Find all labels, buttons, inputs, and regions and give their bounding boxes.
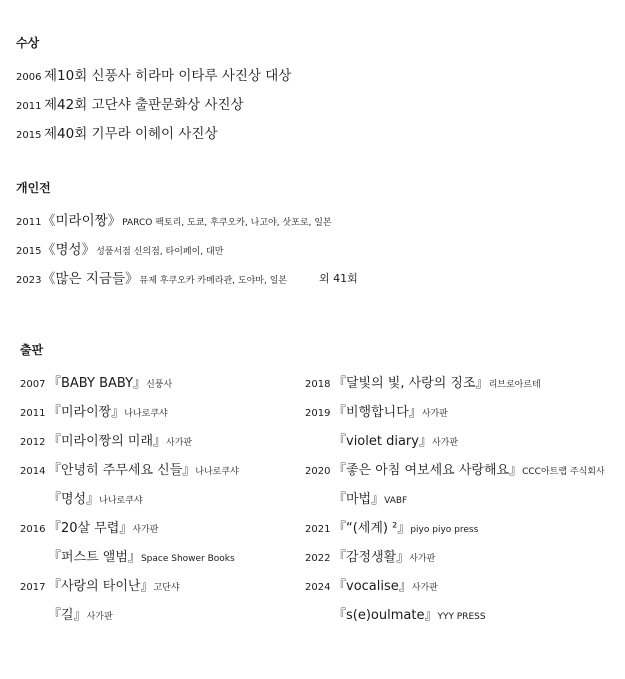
awards-heading: 수상 <box>16 36 40 50</box>
exhibition-item <box>16 267 287 287</box>
publication-publisher: 사가판 <box>421 409 448 419</box>
exhibition-venue: PARCO 팩토리, 도쿄, 후쿠오카, 나고야, 삿포로, 일본 <box>122 218 332 228</box>
exhibition-title: 《미라이짱》 <box>42 213 122 229</box>
publication-item <box>305 459 605 478</box>
publication-publisher: piyo piyo press <box>410 525 479 535</box>
publication-year: 2016 <box>20 524 46 535</box>
award-year: 2006 <box>16 72 42 83</box>
publication-year: 2024 <box>305 582 331 593</box>
publication-title: 『달빛의 빛, 사랑의 징조』 <box>333 376 489 391</box>
publication-publisher: 사가판 <box>86 612 113 622</box>
publication-title: 『좋은 아침 여보세요 사랑해요』 <box>333 463 523 478</box>
publication-year: 2022 <box>305 553 331 564</box>
publication-publisher: YYY PRESS <box>437 612 486 622</box>
publication-publisher: 신풍사 <box>146 380 173 390</box>
publication-year: 2020 <box>305 466 331 477</box>
exhibition-year: 2023 <box>16 275 42 286</box>
publication-publisher: 나나로쿠샤 <box>195 467 239 477</box>
publication-publisher: CCC아트랩 주식회사 <box>522 467 605 477</box>
publication-title: 『명성』 <box>48 492 100 507</box>
publication-publisher: 리브로아르테 <box>488 380 541 390</box>
publication-item <box>305 488 407 507</box>
publication-year: 2014 <box>20 466 46 477</box>
award-item <box>16 64 291 84</box>
publication-item <box>20 517 158 536</box>
award-year: 2015 <box>16 130 42 141</box>
exhibition-year: 2015 <box>16 246 42 257</box>
exhibition-venue: 뮤제 후쿠오카 카메라관, 도야마, 일본 <box>139 276 288 286</box>
publication-item <box>305 546 435 565</box>
publication-title: 『미라이짱의 미래』 <box>48 434 167 449</box>
publication-title: 『비행합니다』 <box>333 405 422 420</box>
publication-item <box>20 430 192 449</box>
publication-item <box>20 604 113 623</box>
publication-item <box>305 575 438 594</box>
publication-item <box>305 430 458 449</box>
publication-item <box>305 517 478 536</box>
publication-year: 2019 <box>305 408 331 419</box>
exhibition-item <box>16 238 223 258</box>
publication-year: 2018 <box>305 379 331 390</box>
publication-item <box>20 459 239 478</box>
publication-title: 『“(세계) ²』 <box>333 521 411 536</box>
publications-heading: 출판 <box>20 343 44 357</box>
award-text: 제40회 기무라 이헤이 사진상 <box>44 126 218 142</box>
publication-item <box>20 488 143 507</box>
publication-publisher: 사가판 <box>411 583 438 593</box>
publication-item <box>305 604 486 623</box>
exhibition-count: 외 41회 <box>319 272 358 285</box>
publication-title: 『길』 <box>48 608 87 623</box>
publication-publisher: 사가판 <box>132 525 159 535</box>
publication-title: 『s(e)oulmate』 <box>333 608 438 623</box>
publication-title: 『20살 무렵』 <box>48 521 133 536</box>
award-text: 제10회 신풍사 히라마 이타루 사진상 대상 <box>44 68 292 84</box>
publication-title: 『사랑의 타이난』 <box>48 579 154 594</box>
publication-item <box>20 401 168 420</box>
publication-title: 『vocalise』 <box>333 579 412 594</box>
exhibition-year: 2011 <box>16 217 42 228</box>
publication-year: 2007 <box>20 379 46 390</box>
award-text: 제42회 고단샤 출판문화상 사진상 <box>44 97 244 113</box>
publication-item <box>305 372 541 391</box>
exhibition-title: 《명성》 <box>42 242 96 258</box>
publication-title: 『퍼스트 앨범』 <box>48 550 141 565</box>
publication-title: 『마법』 <box>333 492 385 507</box>
award-year: 2011 <box>16 101 42 112</box>
publication-publisher: 고단샤 <box>153 583 180 593</box>
exhibition-item <box>16 209 332 229</box>
publication-title: 『감정생활』 <box>333 550 410 565</box>
publication-publisher: 사가판 <box>409 554 436 564</box>
award-item <box>16 93 244 113</box>
publication-title: 『안녕히 주무세요 신들』 <box>48 463 196 478</box>
publication-publisher: Space Shower Books <box>140 554 235 564</box>
exhibition-venue: 성품서점 신의점, 타이페이, 대만 <box>96 247 224 257</box>
exhibition-title: 《많은 지금들》 <box>42 271 139 287</box>
publication-title: 『violet diary』 <box>333 434 432 449</box>
publication-item <box>305 401 448 420</box>
publication-year: 2011 <box>20 408 46 419</box>
publication-item <box>20 546 235 565</box>
publication-publisher: 사가판 <box>166 438 193 448</box>
award-item <box>16 122 218 142</box>
publication-title: 『BABY BABY』 <box>48 376 147 391</box>
publication-publisher: 사가판 <box>431 438 459 448</box>
exhibitions-heading: 개인전 <box>16 181 51 195</box>
publication-publisher: 나나로쿠샤 <box>124 409 168 419</box>
publication-year: 2017 <box>20 582 46 593</box>
publication-publisher: VABF <box>384 496 408 506</box>
publication-publisher: 나나로쿠샤 <box>99 496 143 506</box>
publication-title: 『미라이짱』 <box>48 405 125 420</box>
publication-year: 2021 <box>305 524 331 535</box>
publication-item <box>20 372 172 391</box>
publication-year: 2012 <box>20 437 46 448</box>
publication-item <box>20 575 180 594</box>
